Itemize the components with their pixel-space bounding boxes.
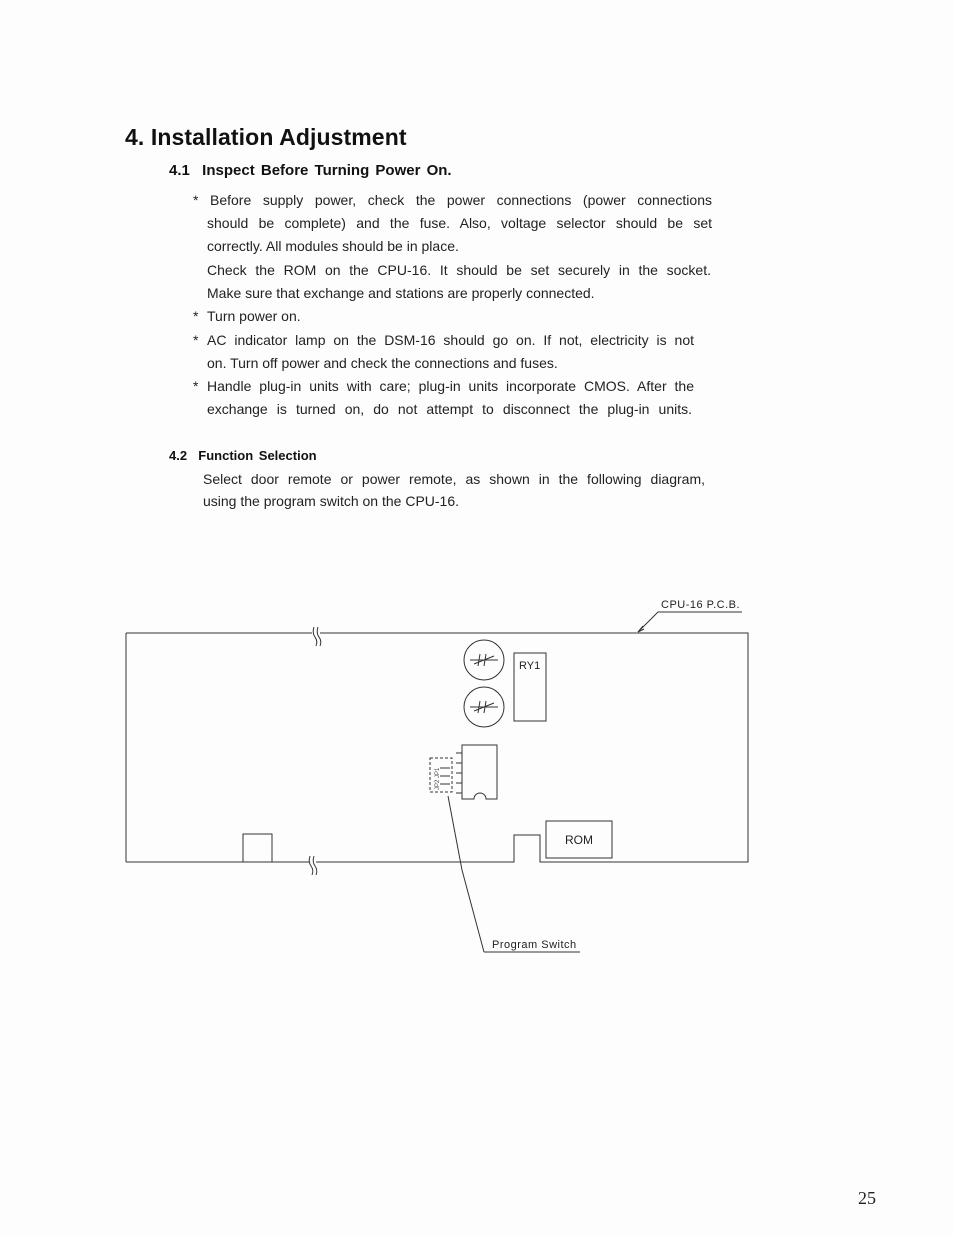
text-line: should be complete) and the fuse. Also, voltage selector should be set [207, 215, 712, 231]
text-line: Handle plug-in units with care; plug-in units incorporate CMOS. After the [207, 378, 694, 394]
ic-chip [462, 745, 497, 799]
capacitor-1 [464, 640, 504, 680]
text-line: exchange is turned on, do not attempt to disconnect the plug-in units. [207, 401, 692, 417]
bullet-marker: * [193, 308, 199, 324]
jumper-label: JP2 JP1 [435, 767, 441, 790]
bullet-marker: * [193, 332, 199, 348]
switch-label: Program Switch [492, 939, 577, 951]
relay-label: RY1 [519, 660, 541, 672]
section-heading-4-1: 4.1 Inspect Before Turning Power On. [169, 162, 452, 179]
page-title: 4. Installation Adjustment [125, 124, 407, 150]
text-line: Select door remote or power remote, as shown in the following diagram, [203, 471, 705, 487]
board-label: CPU-16 P.C.B. [661, 599, 741, 611]
bullet-marker: * [193, 192, 199, 208]
text-line: Turn power on. [207, 308, 301, 324]
text-line: Make sure that exchange and stations are properly connected. [207, 285, 595, 301]
switch-leader-1 [448, 796, 484, 952]
break-mark-top [313, 627, 317, 646]
program-switch [430, 758, 452, 792]
text-line: using the program switch on the CPU-16. [203, 493, 460, 509]
text-line: Before supply power, check the power connections (power connections [210, 192, 712, 208]
bullet-marker: * [193, 378, 199, 394]
section-heading-4-2: 4.2 Function Selection [169, 448, 317, 463]
break-mark-bottom [309, 856, 313, 875]
text-line: AC indicator lamp on the DSM-16 should go on. If not, electricity is not [207, 332, 694, 348]
capacitor-2 [464, 687, 504, 727]
rom-label: ROM [565, 833, 593, 847]
text-line: on. Turn off power and check the connections and fuses. [207, 355, 558, 371]
text-line: Check the ROM on the CPU-16. It should be set securely in the socket. [207, 262, 711, 278]
board-label-leader [638, 612, 742, 632]
board-outline [126, 633, 748, 862]
text-line: correctly. All modules should be in place. [207, 238, 459, 254]
page-number: 25 [858, 1188, 876, 1208]
